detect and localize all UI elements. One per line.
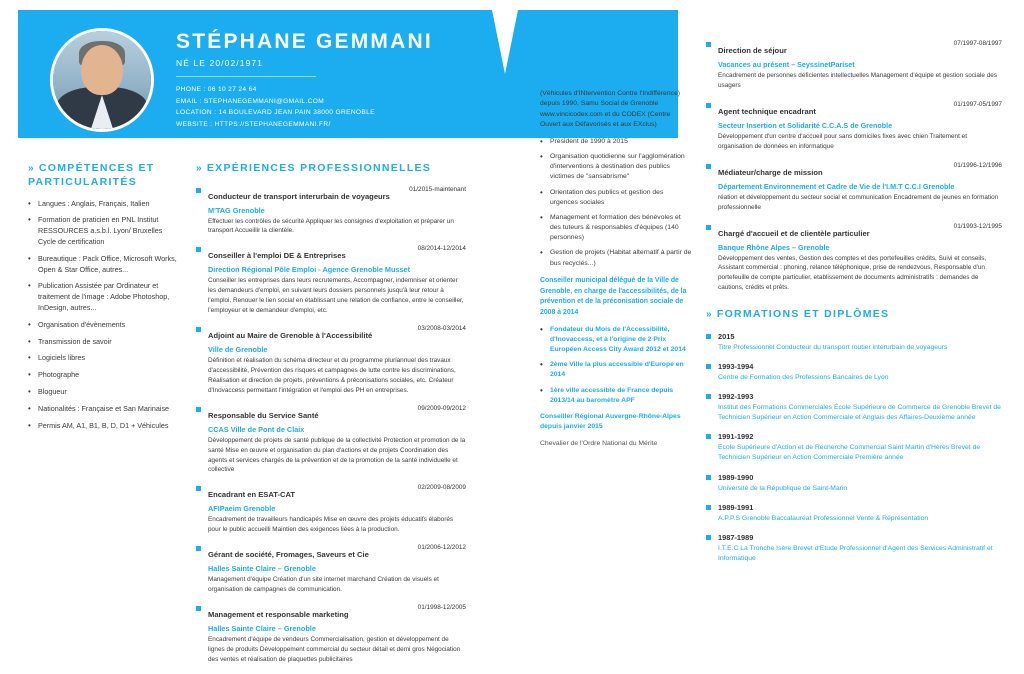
formation-year: 1993-1994 — [718, 361, 754, 371]
formation-year: 1989-1991 — [718, 502, 754, 512]
formation-year: 1989-1990 — [718, 472, 754, 482]
header-divider — [176, 76, 316, 77]
bullet-square-icon — [706, 42, 711, 47]
mission-org: Banque Rhône Alpes – Grenoble — [718, 242, 830, 252]
bullet-square-icon — [706, 535, 711, 540]
formation-text: I.T.E.C La Tronche Isère Brevet d'Etude Professionnel d'Agent des Services Administratif et Informatique — [718, 545, 993, 563]
job-desc: Encadrement d'équipe de vendeurs Commercialisation, gestion et développement de lignes de produits Développement commercial du secteur détail et demi gros Négociation des ventes et réalisation de plaquettes publicitaires — [208, 636, 461, 663]
list-item: • 2ème Ville la plus accessible d'Europe en 2014 — [540, 360, 692, 380]
chevron-right-icon: » — [28, 163, 35, 174]
formation-item — [706, 533, 1002, 564]
experience-item — [196, 186, 466, 237]
list-item: • Organisation quotidienne sur l'agglomération d'interventions à destination des publics victimes de "sansabrisme" — [540, 152, 692, 183]
bullet-square-icon — [706, 225, 711, 230]
mission-item — [706, 223, 1002, 294]
responsabilites-mandate: Conseiller municipal délégué de la Ville de Grenoble, en charge de l'accessibilités, de la prévention et de la préconisation sociale de 2008 à 2014 — [540, 276, 687, 316]
mission-item — [706, 162, 1002, 213]
mission-item — [706, 101, 1002, 152]
job-org: Halles Sainte Claire – Grenoble — [208, 624, 316, 634]
bullet-square-icon — [706, 334, 711, 339]
experience-item — [196, 325, 466, 396]
experience-item — [196, 245, 466, 316]
list-item: • Fondateur du Mois de l'Accessibilité, d'Inovaccess, et à l'origine de 2 Prix Européen Access City Award 2012 et 2014 — [540, 325, 692, 356]
job-date: 03/2008-03/2014 — [417, 325, 466, 333]
chevron-right-icon: » — [196, 163, 203, 174]
formation-year: 1992-1993 — [718, 391, 754, 401]
formation-item — [706, 473, 1002, 494]
mission-title: Médiateur/charge de mission — [718, 167, 823, 177]
mission-desc: Encadrement de personnes déficientes intellectuelles Management d'équipe et gestion sociale des usagers — [718, 72, 998, 89]
mission-date: 01/1996-12/1996 — [953, 161, 1002, 169]
job-date: 01/1998-12/2005 — [417, 604, 466, 612]
job-org: AFIPaeim Grenoble — [208, 504, 276, 514]
list-item: • Formation de praticien en PNL Institut RESSOURCES a.s.b.l. Lyon/ Bruxelles Cycle de certification — [28, 215, 178, 247]
bullet-square-icon — [706, 434, 711, 439]
chevron-right-icon: » — [540, 41, 547, 52]
mission-desc: réation et développement du secteur social et communication Encadrement de jeunes en formation professionnelle — [718, 193, 999, 211]
list-item: • 1ère ville accessible de France depuis 2013/14 au baromètre APF — [540, 386, 692, 406]
job-title: Gérant de société, Fromages, Saveurs et Cie — [208, 550, 369, 560]
mission-desc: Développement d'un centre d'accueil pour sans domiciles fixes avec chien Traitement et organisation de données en informatique — [718, 132, 967, 150]
birth-date: NÉ LE 20/02/1971 — [176, 58, 264, 68]
list-item: • Logiciels libres — [28, 353, 178, 364]
section-title-competences: » COMPÉTENCES ET PARTICULARITÉS — [28, 162, 155, 188]
job-title: Conseiller à l'emploi DE & Entreprises — [208, 251, 346, 261]
job-desc: Développement de projets de santé publique de la collectivité Protection et promotion de la santé Mise en œuvre et organisation du plan d'actions et de projets Coordination des agents et services chargés de la prévention et de la promotion de la santé individuelle et collective — [208, 436, 466, 474]
formation-item — [706, 503, 1002, 524]
bullet-square-icon — [196, 407, 201, 412]
responsabilites-honor: Chevalier de l'Ordre National du Mérite — [540, 440, 658, 448]
formation-text: Institut des Formations Commerciales École Supérieure de Commerce de Grenoble Brevet de Technicien Supérieur en Action Commerciale et Anglais des Affaires-Deuxième année — [718, 403, 1001, 422]
mission-date: 01/1997-05/1997 — [953, 100, 1002, 108]
formation-item — [706, 432, 1002, 463]
job-title: Encadrant en ESAT-CAT — [208, 490, 296, 500]
formation-text: Centre de Formation des Professions Bancaires de Lyon — [718, 373, 889, 381]
list-item: • Publication Assistée par Ordinateur et traitement de l'image : Adobe Photoshop, InDesign, autres... — [28, 281, 178, 313]
page-title: STÉPHANE GEMMANI — [176, 30, 433, 53]
experience-item — [196, 544, 466, 595]
responsabilites-achievements — [540, 325, 692, 406]
list-item: • Bureautique : Pack Office, Microsoft Works, Open & Star Office, autres... — [28, 254, 178, 276]
list-item: • Langues : Anglais, Français, Italien — [28, 199, 178, 210]
job-org: M'TAG Grenoble — [208, 205, 265, 215]
formation-item — [706, 332, 1002, 353]
list-item: • Permis AM, A1, B1, B, D, D1 + Véhicules — [28, 421, 178, 432]
section-missions — [706, 40, 1002, 303]
mission-title: Agent technique encadrant — [718, 106, 816, 116]
bullet-square-icon — [196, 486, 201, 491]
job-desc: Définition et réalisation du schéma directeur et du programme pluriannuel des travaux d'accessibilité, Prévention des risques et campagnes de lutte contre les discriminations, Réalisation et direction de projets, préventions & préconisations sociales, etc. Créateur d'Inovaccess permettant l'intégration et l'emploi des PH en entreprises. — [208, 357, 456, 394]
bullet-square-icon — [706, 103, 711, 108]
job-date: 09/2009-09/2012 — [417, 404, 466, 412]
list-item: • Président de 1990 à 2015 — [540, 137, 692, 147]
formation-item — [706, 362, 1002, 383]
job-date: 01/2006-12/2012 — [417, 544, 466, 552]
formation-text: Université de la République de Saint-Marin — [718, 484, 848, 492]
list-item: • Transmission de savoir — [28, 337, 178, 348]
contact-website[interactable]: WEBSITE : HTTPS://STEPHANEGEMMANI.FR/ — [176, 120, 331, 128]
formation-text: A.P.P.S Grenoble Baccalauréat Professionnel Vente & Réprésentation — [718, 514, 929, 522]
section-competences — [28, 162, 178, 437]
job-date: 01/2015-maintenant — [409, 185, 466, 193]
job-org: Halles Sainte Claire – Grenoble — [208, 564, 316, 574]
experience-item — [196, 405, 466, 476]
formation-year: 2015 — [718, 331, 735, 341]
competences-list — [28, 199, 178, 432]
contact-phone: PHONE : 06 10 27 24 64 — [176, 86, 257, 93]
mission-date: 01/1993-12/1995 — [953, 222, 1002, 230]
responsabilites-lead-desc: (Véhicules d'INtervention Contre l'Indifférence) depuis 1990, Samu Social de Grenoble www.vincicodex.com et du CODEX (Centre Ouvert aux Défavorisés et aux EXclus) — [540, 89, 680, 129]
avatar — [50, 28, 154, 132]
section-responsabilites — [540, 40, 692, 450]
mission-org: Département Environnement et Cadre de Vie de l'I.M.T C.C.I Grenoble — [718, 181, 955, 191]
list-item: • Management et formation des bénévoles et des tuteurs & responsables d'équipes (140 personnes) — [540, 213, 692, 244]
section-formations — [706, 308, 1002, 573]
mission-date: 07/1997-08/1997 — [953, 40, 1002, 47]
list-item: • Organisation d'évènements — [28, 320, 178, 331]
responsabilites-list — [540, 137, 692, 269]
experience-item — [196, 484, 466, 535]
formation-item — [706, 392, 1002, 423]
bullet-square-icon — [196, 327, 201, 332]
list-item: • Orientation des publics et gestion des urgences sociales — [540, 188, 692, 208]
contact-block — [176, 84, 375, 130]
bullet-square-icon — [706, 364, 711, 369]
job-title: Conducteur de transport interurbain de voyageurs — [208, 191, 390, 201]
formation-year: 1987-1989 — [718, 533, 754, 542]
job-date: 08/2014-12/2014 — [417, 245, 466, 253]
formation-text: Ecole Supérieure d'Action et de Recherche Commercial Saint Martin d'Hères Brevet de Technicien Supérieur en Action Commerciale Première année — [718, 444, 981, 462]
job-title: Management et responsable marketing — [208, 610, 349, 620]
list-item: • Nationalités : Française et San Marinaise — [28, 404, 178, 415]
mission-title: Chargé d'accueil et de clientèle particulier — [718, 228, 870, 238]
list-item: • Blogueur — [28, 387, 178, 398]
bullet-square-icon — [706, 164, 711, 169]
section-title-responsabilites: » RESPONSABILITÉS, EXPERTISES — [540, 40, 674, 66]
mission-org: Secteur Insertion et Solidarité C.C.A.S de Grenoble — [718, 120, 893, 130]
bullet-square-icon — [196, 247, 201, 252]
section-experiences — [196, 162, 466, 674]
list-item: • Photographe — [28, 370, 178, 381]
job-org: Direction Régional Pôle Emploi - Agence Grenoble Musset — [208, 265, 411, 275]
bullet-square-icon — [196, 546, 201, 551]
experience-item — [196, 604, 466, 665]
bullet-square-icon — [706, 475, 711, 480]
section-title-formations: » FORMATIONS ET DIPLÔMES — [706, 308, 890, 320]
bullet-square-icon — [196, 188, 201, 193]
mission-item — [706, 40, 1002, 91]
list-item: • Gestion de projets (Habitat alternatif à partir de bus recyclés...) — [540, 248, 692, 268]
job-desc: Management d'équipe Création d'un site internet marchand Création de visuels et organisation de campagnes de communication. — [208, 576, 439, 594]
contact-email: EMAIL : STEPHANEGEMMANI@GMAIL.COM — [176, 97, 325, 105]
mission-title: Direction de séjour — [718, 46, 787, 55]
job-org: CCAS Ville de Pont de Claix — [208, 424, 305, 434]
bullet-square-icon — [706, 394, 711, 399]
formation-text: Titre Professionnel Conducteur du transport routier interurbain de voyageurs — [718, 343, 948, 351]
bullet-square-icon — [706, 505, 711, 510]
mission-org: Vacances au présent – SeyssinetPariset — [718, 60, 855, 69]
job-title: Adjoint au Maire de Grenoble à l'Accessibilité — [208, 331, 373, 341]
section-title-experiences: » EXPÉRIENCES PROFESSIONNELLES — [196, 162, 432, 174]
job-org: Ville de Grenoble — [208, 345, 268, 355]
bullet-square-icon — [196, 606, 201, 611]
job-desc: Conseiller les entreprises dans leurs recrutements, Accompagner, indemniser et orienter les demandeurs d'emploi, en suivant leurs dossiers personnels jusqu'à leur retour à l'emploi, Renouer le lien social en établissant une relation de confiance, entre le conseiller, l'employeur et le demandeur d'emploi, etc. — [208, 277, 464, 315]
formation-year: 1991-1992 — [718, 432, 754, 442]
job-title: Responsable du Service Santé — [208, 410, 319, 420]
job-date: 02/2009-08/2009 — [417, 484, 466, 492]
contact-location: LOCATION : 14 BOULEVARD JEAN PAIN 38000 GRENOBLE — [176, 109, 375, 117]
responsabilites-lead: Fondateur de SamuSocial de Grenoble — [540, 75, 673, 85]
chevron-right-icon: » — [706, 309, 713, 320]
job-desc: Encadrement de travailleurs handicapés Mise en œuvre des projets éducatifs élaborés pour le public accueilli Maintien des exigences liées à la production. — [208, 516, 454, 534]
mission-desc: Développement des ventes, Gestion des comptes et des portefeuilles crédits, Suivi et conseils, Assistant commercial : phoning, relance téléphonique, prise de rendezvous, Responsable d'un portefeuille de compte particulier, etablissement de documents administratifs : demandes de cautions, crédits et prêts. — [718, 254, 987, 292]
job-desc: Effectuer les contrôles de sécurité Appliquer les consignes d'exploitation et préparer un transport Accueillir la clientèle. — [208, 217, 454, 235]
responsabilites-region-note: Conseiller Régional Auvergne-Rhône-Alpes depuis janvier 2015 — [540, 412, 681, 431]
